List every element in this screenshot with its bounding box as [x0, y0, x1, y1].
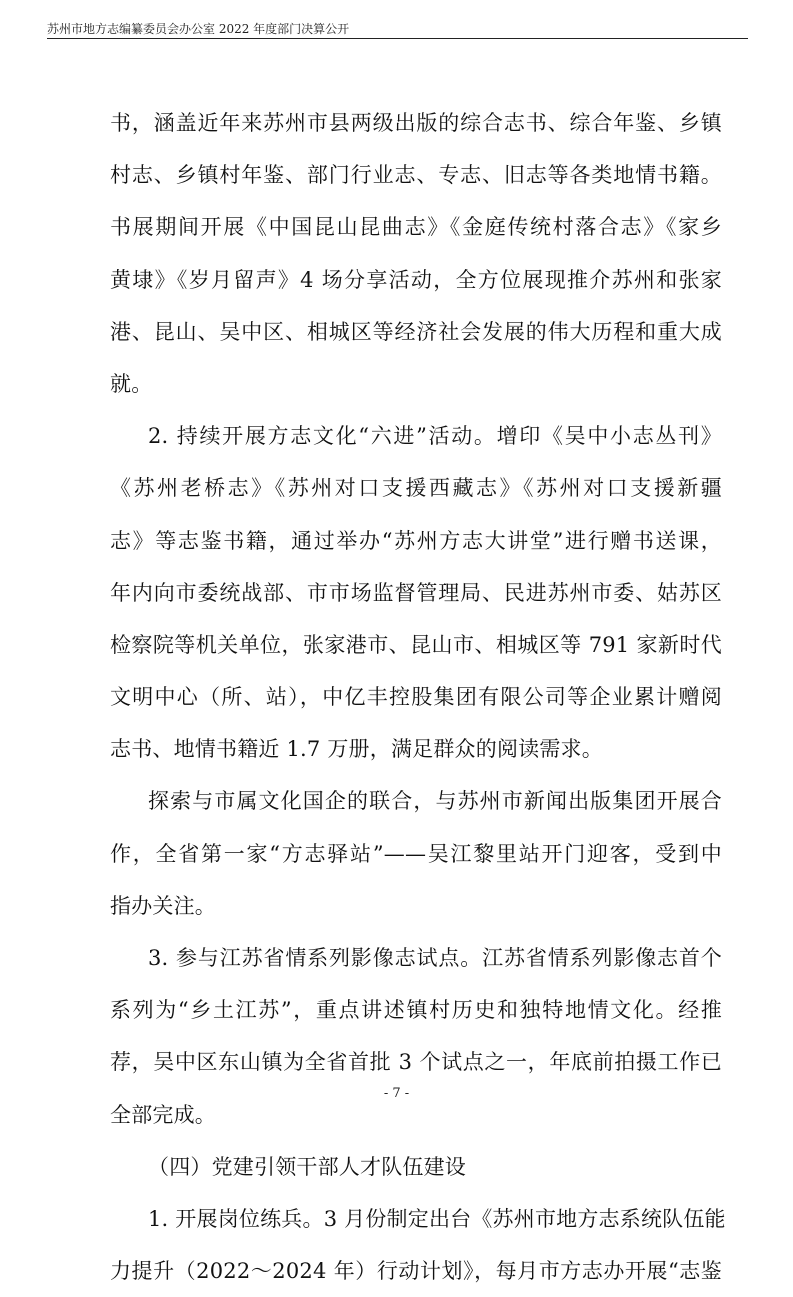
text-line: 荐，吴中区东山镇为全省首批 3 个试点之一，年底前拍摄工作已 [110, 1050, 722, 1075]
text-line: 黄埭》《岁月留声》4 场分享活动，全方位展现推介苏州和张家 [110, 267, 722, 292]
text-line: 村志、乡镇村年鉴、部门行业志、专志、旧志等各类地情书籍。 [110, 163, 722, 188]
text-line: 港、昆山、吴中区、相城区等经济社会发展的伟大历程和重大成 [110, 319, 722, 344]
text-line: 书展期间开展《中国昆山昆曲志》《金庭传统村落合志》《家乡 [110, 215, 722, 240]
text-line: 书，涵盖近年来苏州市县两级出版的综合志书、综合年鉴、乡镇 [110, 111, 722, 135]
text-line: 志》等志鉴书籍，通过举办“苏州方志大讲堂”进行赠书送课， [110, 528, 722, 553]
text-line: 系列为“乡土江苏”，重点讲述镇村历史和独特地情文化。经推 [110, 998, 722, 1023]
paragraph-start: 2. 持续开展方志文化“六进”活动。增印《吴中小志丛刊》 [148, 424, 722, 449]
paragraph-start: 1. 开展岗位练兵。3 月份制定出台《苏州市地方志系统队伍能 [148, 1206, 726, 1231]
text-line: 年内向市委统战部、市市场监督管理局、民进苏州市委、姑苏区 [110, 580, 722, 605]
text-line: 力提升（2022～2024 年）行动计划》，每月市方志办开展“志鉴 [110, 1259, 722, 1284]
paragraph-start: 3. 参与江苏省情系列影像志试点。江苏省情系列影像志首个 [148, 946, 722, 970]
paragraph-start: 探索与市属文化国企的联合，与苏州市新闻出版集团开展合 [148, 789, 722, 814]
header-rule [47, 38, 748, 39]
text-line: 检察院等机关单位，张家港市、昆山市、相城区等 791 家新时代 [110, 632, 722, 657]
text-line: 就。 [110, 371, 153, 396]
document-header: 苏州市地方志编纂委员会办公室 2022 年度部门决算公开 [47, 22, 350, 36]
text-line: 《苏州老桥志》《苏州对口支援西藏志》《苏州对口支援新疆 [110, 476, 722, 501]
page-number: - 7 - [383, 1086, 410, 1101]
text-line: 文明中心（所、站），中亿丰控股集团有限公司等企业累计赠阅 [110, 685, 722, 710]
text-line: 作，全省第一家“方志驿站”——吴江黎里站开门迎客，受到中 [110, 841, 722, 866]
text-line: 指办关注。 [110, 893, 216, 918]
text-line: 全部完成。 [110, 1102, 216, 1127]
section-heading: （四）党建引领干部人才队伍建设 [148, 1154, 466, 1179]
document-body [110, 97, 726, 1297]
text-line: 志书、地情书籍近 1.7 万册，满足群众的阅读需求。 [110, 737, 603, 762]
